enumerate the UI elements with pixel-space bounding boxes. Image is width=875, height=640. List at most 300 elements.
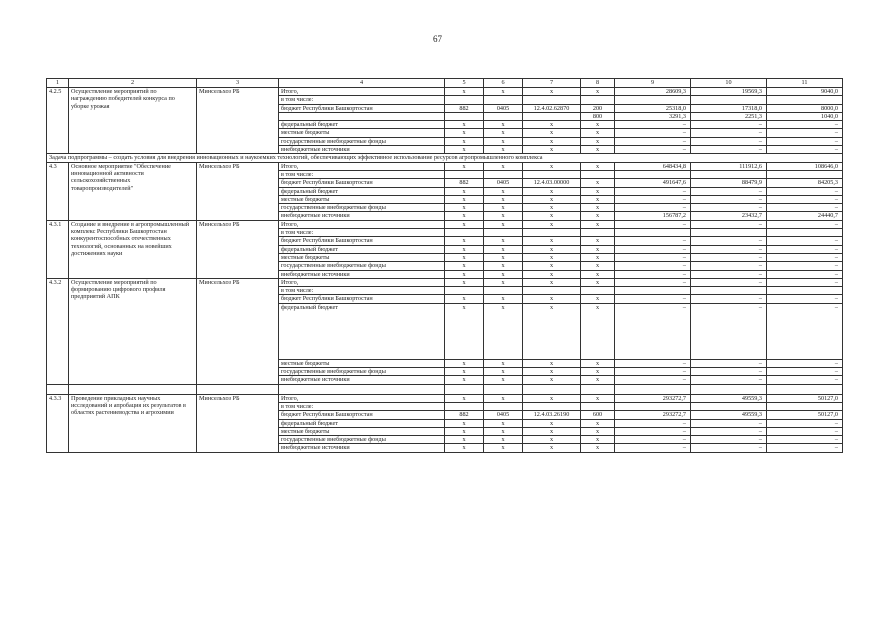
- value-cell: х: [523, 187, 581, 195]
- value-cell: –: [615, 129, 691, 137]
- header-cell: 7: [523, 79, 581, 88]
- value-cell: –: [767, 129, 843, 137]
- item-executor: Минсельхоз РБ: [197, 88, 279, 154]
- source-label: в том числе:: [279, 229, 445, 237]
- value-cell: [615, 170, 691, 178]
- value-cell: х: [523, 121, 581, 129]
- value-cell: [581, 402, 615, 410]
- value-cell: –: [767, 376, 843, 384]
- value-cell: х: [523, 376, 581, 384]
- value-cell: х: [581, 212, 615, 220]
- value-cell: х: [581, 121, 615, 129]
- header-cell: 2: [69, 79, 197, 88]
- value-cell: –: [767, 262, 843, 270]
- value-cell: 1040,0: [767, 112, 843, 120]
- value-cell: 49559,3: [691, 411, 767, 419]
- value-cell: х: [484, 237, 523, 245]
- value-cell: –: [615, 220, 691, 228]
- value-cell: [445, 402, 484, 410]
- value-cell: 25318,0: [615, 104, 691, 112]
- value-cell: –: [691, 204, 767, 212]
- value-cell: –: [691, 195, 767, 203]
- value-cell: [767, 287, 843, 295]
- empty-cell: [445, 384, 484, 394]
- source-label: в том числе:: [279, 96, 445, 104]
- source-label: в том числе:: [279, 287, 445, 295]
- value-cell: х: [581, 129, 615, 137]
- source-label: местные бюджеты: [279, 359, 445, 367]
- value-cell: х: [445, 129, 484, 137]
- value-cell: 293272,7: [615, 394, 691, 402]
- value-cell: х: [581, 245, 615, 253]
- value-cell: –: [691, 368, 767, 376]
- value-cell: х: [484, 212, 523, 220]
- value-cell: х: [523, 237, 581, 245]
- value-cell: –: [691, 376, 767, 384]
- value-cell: 882: [445, 104, 484, 112]
- value-cell: х: [523, 427, 581, 435]
- value-cell: х: [445, 212, 484, 220]
- item-name: Проведение прикладных научных исследований и апробация их результатов в областях растениеводства и агрохимии: [69, 394, 197, 452]
- value-cell: –: [615, 278, 691, 286]
- value-cell: –: [767, 368, 843, 376]
- value-cell: х: [445, 146, 484, 154]
- value-cell: 800: [581, 112, 615, 120]
- source-label: внебюджетные источники: [279, 270, 445, 278]
- value-cell: –: [767, 444, 843, 452]
- value-cell: х: [523, 253, 581, 261]
- value-cell: х: [581, 303, 615, 359]
- value-cell: х: [523, 212, 581, 220]
- value-cell: х: [445, 262, 484, 270]
- value-cell: –: [767, 270, 843, 278]
- value-cell: х: [523, 359, 581, 367]
- value-cell: х: [484, 162, 523, 170]
- value-cell: –: [767, 427, 843, 435]
- empty-cell: [69, 384, 197, 394]
- value-cell: х: [484, 368, 523, 376]
- source-label: внебюджетные источники: [279, 146, 445, 154]
- value-cell: –: [615, 237, 691, 245]
- value-cell: –: [691, 121, 767, 129]
- item-number: 4.3: [47, 162, 69, 220]
- value-cell: –: [615, 368, 691, 376]
- value-cell: х: [484, 376, 523, 384]
- value-cell: х: [523, 129, 581, 137]
- value-cell: –: [767, 204, 843, 212]
- value-cell: х: [445, 278, 484, 286]
- header-row: [47, 79, 843, 88]
- value-cell: [445, 112, 484, 120]
- table-row: [47, 394, 843, 402]
- value-cell: 28609,3: [615, 88, 691, 96]
- value-cell: [767, 96, 843, 104]
- value-cell: х: [484, 295, 523, 303]
- source-label: федеральный бюджет: [279, 419, 445, 427]
- value-cell: –: [691, 146, 767, 154]
- item-number: 4.3.1: [47, 220, 69, 278]
- source-label: местные бюджеты: [279, 129, 445, 137]
- value-cell: х: [445, 204, 484, 212]
- value-cell: х: [484, 137, 523, 145]
- item-number: 4.3.2: [47, 278, 69, 384]
- value-cell: 2251,3: [691, 112, 767, 120]
- value-cell: х: [581, 359, 615, 367]
- value-cell: х: [484, 195, 523, 203]
- value-cell: х: [484, 436, 523, 444]
- value-cell: х: [445, 359, 484, 367]
- item-executor: Минсельхоз РБ: [197, 278, 279, 384]
- value-cell: х: [581, 278, 615, 286]
- source-label: Итого,: [279, 162, 445, 170]
- value-cell: 50127,0: [767, 411, 843, 419]
- source-label: в том числе:: [279, 170, 445, 178]
- source-label: федеральный бюджет: [279, 245, 445, 253]
- header-cell: 8: [581, 79, 615, 88]
- value-cell: х: [523, 88, 581, 96]
- source-label: бюджет Республики Башкортостан: [279, 179, 445, 187]
- value-cell: [691, 402, 767, 410]
- value-cell: 293272,7: [615, 411, 691, 419]
- value-cell: х: [484, 121, 523, 129]
- value-cell: х: [484, 245, 523, 253]
- source-label: бюджет Республики Башкортостан: [279, 411, 445, 419]
- value-cell: 12.4.02.62870: [523, 104, 581, 112]
- value-cell: 882: [445, 411, 484, 419]
- table-row: [47, 220, 843, 228]
- empty-cell: [767, 384, 843, 394]
- value-cell: х: [484, 270, 523, 278]
- value-cell: –: [615, 359, 691, 367]
- value-cell: –: [615, 376, 691, 384]
- value-cell: 12.4.03.26190: [523, 411, 581, 419]
- source-label: федеральный бюджет: [279, 187, 445, 195]
- value-cell: х: [445, 444, 484, 452]
- value-cell: х: [445, 162, 484, 170]
- source-label: местные бюджеты: [279, 195, 445, 203]
- value-cell: 156787,2: [615, 212, 691, 220]
- value-cell: [484, 229, 523, 237]
- item-name: Основное мероприятие "Обеспечение инновационной активности сельскохозяйственных товаропроизводителей": [69, 162, 197, 220]
- value-cell: [691, 229, 767, 237]
- empty-cell: [47, 384, 69, 394]
- value-cell: х: [523, 295, 581, 303]
- value-cell: –: [691, 187, 767, 195]
- value-cell: 0405: [484, 104, 523, 112]
- value-cell: –: [691, 303, 767, 359]
- value-cell: –: [615, 262, 691, 270]
- value-cell: [767, 402, 843, 410]
- item-name: Создание и внедрение в агропромышленный комплекс Республики Башкортостан конкурентоспособных отечественных технологий, основанных на новейших достижениях науки: [69, 220, 197, 278]
- value-cell: х: [445, 187, 484, 195]
- value-cell: –: [767, 295, 843, 303]
- value-cell: 200: [581, 104, 615, 112]
- value-cell: х: [445, 121, 484, 129]
- value-cell: [523, 287, 581, 295]
- value-cell: х: [523, 270, 581, 278]
- source-label: федеральный бюджет: [279, 121, 445, 129]
- value-cell: [581, 170, 615, 178]
- value-cell: [523, 112, 581, 120]
- value-cell: –: [767, 436, 843, 444]
- value-cell: [445, 96, 484, 104]
- value-cell: х: [523, 444, 581, 452]
- empty-cell: [691, 384, 767, 394]
- value-cell: –: [767, 303, 843, 359]
- source-label: внебюджетные источники: [279, 376, 445, 384]
- value-cell: х: [523, 278, 581, 286]
- value-cell: [767, 170, 843, 178]
- value-cell: 49559,3: [691, 394, 767, 402]
- value-cell: [523, 402, 581, 410]
- value-cell: х: [523, 204, 581, 212]
- source-label: бюджет Республики Башкортостан: [279, 104, 445, 112]
- source-label: государственные внебюджетные фонды: [279, 436, 445, 444]
- value-cell: –: [767, 121, 843, 129]
- value-cell: –: [615, 303, 691, 359]
- value-cell: х: [581, 162, 615, 170]
- value-cell: х: [484, 427, 523, 435]
- value-cell: [581, 229, 615, 237]
- value-cell: х: [445, 368, 484, 376]
- page-number: 67: [433, 34, 442, 44]
- item-number: 4.3.3: [47, 394, 69, 452]
- value-cell: х: [484, 204, 523, 212]
- value-cell: х: [523, 303, 581, 359]
- value-cell: х: [581, 436, 615, 444]
- source-label: федеральный бюджет: [279, 303, 445, 359]
- value-cell: х: [581, 88, 615, 96]
- value-cell: х: [523, 394, 581, 402]
- value-cell: х: [445, 88, 484, 96]
- value-cell: х: [523, 137, 581, 145]
- source-label: местные бюджеты: [279, 427, 445, 435]
- value-cell: –: [615, 187, 691, 195]
- empty-cell: [279, 384, 445, 394]
- item-number: 4.2.5: [47, 88, 69, 154]
- value-cell: 108646,0: [767, 162, 843, 170]
- value-cell: –: [615, 419, 691, 427]
- value-cell: [445, 229, 484, 237]
- item-name: Осуществление мероприятий по награждению победителей конкурса по уборке урожая: [69, 88, 197, 154]
- table-row: [47, 162, 843, 170]
- value-cell: 84205,3: [767, 179, 843, 187]
- value-cell: х: [445, 436, 484, 444]
- value-cell: х: [445, 303, 484, 359]
- value-cell: х: [445, 427, 484, 435]
- value-cell: –: [691, 220, 767, 228]
- value-cell: 491647,6: [615, 179, 691, 187]
- value-cell: х: [581, 237, 615, 245]
- value-cell: [523, 229, 581, 237]
- value-cell: х: [581, 368, 615, 376]
- task-row: [47, 154, 843, 162]
- empty-cell: [523, 384, 581, 394]
- source-label: местные бюджеты: [279, 253, 445, 261]
- value-cell: –: [615, 137, 691, 145]
- value-cell: [691, 287, 767, 295]
- header-cell: 4: [279, 79, 445, 88]
- value-cell: –: [615, 253, 691, 261]
- value-cell: –: [767, 419, 843, 427]
- value-cell: 24440,7: [767, 212, 843, 220]
- value-cell: [615, 402, 691, 410]
- value-cell: х: [581, 444, 615, 452]
- source-label: государственные внебюджетные фонды: [279, 204, 445, 212]
- item-executor: Минсельхоз РБ: [197, 162, 279, 220]
- value-cell: х: [445, 220, 484, 228]
- value-cell: –: [691, 444, 767, 452]
- value-cell: х: [523, 419, 581, 427]
- value-cell: х: [445, 195, 484, 203]
- value-cell: 111912,6: [691, 162, 767, 170]
- value-cell: х: [581, 295, 615, 303]
- value-cell: [581, 96, 615, 104]
- value-cell: –: [691, 419, 767, 427]
- value-cell: х: [484, 262, 523, 270]
- item-executor: Минсельхоз РБ: [197, 220, 279, 278]
- value-cell: х: [581, 262, 615, 270]
- value-cell: –: [615, 444, 691, 452]
- value-cell: –: [767, 146, 843, 154]
- value-cell: –: [615, 427, 691, 435]
- source-label: государственные внебюджетные фонды: [279, 368, 445, 376]
- source-label: бюджет Республики Башкортостан: [279, 295, 445, 303]
- value-cell: х: [445, 253, 484, 261]
- value-cell: [615, 287, 691, 295]
- value-cell: –: [615, 146, 691, 154]
- value-cell: –: [767, 237, 843, 245]
- source-label: государственные внебюджетные фонды: [279, 262, 445, 270]
- value-cell: [484, 287, 523, 295]
- value-cell: х: [523, 162, 581, 170]
- value-cell: [523, 170, 581, 178]
- value-cell: х: [484, 88, 523, 96]
- source-label: Итого,: [279, 394, 445, 402]
- empty-cell: [197, 384, 279, 394]
- value-cell: 8000,0: [767, 104, 843, 112]
- value-cell: [691, 170, 767, 178]
- spacer-row: [47, 384, 843, 394]
- value-cell: 17318,0: [691, 104, 767, 112]
- value-cell: –: [691, 137, 767, 145]
- value-cell: х: [523, 436, 581, 444]
- task-description: Задача подпрограммы – создать условия для внедрения инновационных и наукоемких технологий, обеспечивающих эффективное использование ресурсов агропромышленного комплекса: [47, 154, 843, 162]
- value-cell: –: [691, 253, 767, 261]
- value-cell: 12.4.03.00000: [523, 179, 581, 187]
- value-cell: х: [523, 220, 581, 228]
- value-cell: –: [691, 436, 767, 444]
- value-cell: х: [484, 444, 523, 452]
- value-cell: –: [691, 129, 767, 137]
- value-cell: 50127,0: [767, 394, 843, 402]
- value-cell: х: [581, 394, 615, 402]
- value-cell: –: [767, 195, 843, 203]
- value-cell: х: [484, 146, 523, 154]
- source-label: государственные внебюджетные фонды: [279, 137, 445, 145]
- header-cell: 5: [445, 79, 484, 88]
- value-cell: х: [484, 129, 523, 137]
- table-row: [47, 88, 843, 96]
- header-cell: 1: [47, 79, 69, 88]
- value-cell: х: [484, 278, 523, 286]
- budget-table: [46, 78, 843, 453]
- value-cell: [484, 402, 523, 410]
- value-cell: –: [767, 278, 843, 286]
- source-label: внебюджетные источники: [279, 212, 445, 220]
- value-cell: –: [615, 245, 691, 253]
- value-cell: –: [691, 359, 767, 367]
- value-cell: –: [615, 436, 691, 444]
- header-cell: 11: [767, 79, 843, 88]
- value-cell: –: [691, 245, 767, 253]
- value-cell: х: [484, 394, 523, 402]
- value-cell: х: [581, 253, 615, 261]
- header-cell: 9: [615, 79, 691, 88]
- value-cell: х: [581, 220, 615, 228]
- value-cell: –: [615, 204, 691, 212]
- value-cell: [615, 96, 691, 104]
- value-cell: х: [581, 187, 615, 195]
- value-cell: х: [581, 179, 615, 187]
- empty-cell: [484, 384, 523, 394]
- value-cell: 0405: [484, 411, 523, 419]
- value-cell: х: [581, 376, 615, 384]
- value-cell: [445, 170, 484, 178]
- header-cell: 10: [691, 79, 767, 88]
- value-cell: –: [767, 187, 843, 195]
- value-cell: 3291,3: [615, 112, 691, 120]
- value-cell: х: [523, 245, 581, 253]
- value-cell: –: [615, 195, 691, 203]
- value-cell: –: [767, 220, 843, 228]
- value-cell: 9040,0: [767, 88, 843, 96]
- value-cell: х: [484, 419, 523, 427]
- value-cell: 600: [581, 411, 615, 419]
- value-cell: –: [691, 295, 767, 303]
- header-cell: 6: [484, 79, 523, 88]
- value-cell: 23432,7: [691, 212, 767, 220]
- value-cell: х: [445, 245, 484, 253]
- empty-cell: [615, 384, 691, 394]
- source-label: внебюджетные источники: [279, 444, 445, 452]
- value-cell: х: [581, 419, 615, 427]
- value-cell: х: [484, 359, 523, 367]
- source-label: Итого,: [279, 278, 445, 286]
- value-cell: –: [767, 359, 843, 367]
- value-cell: [691, 96, 767, 104]
- value-cell: х: [445, 237, 484, 245]
- value-cell: [484, 112, 523, 120]
- value-cell: –: [615, 295, 691, 303]
- value-cell: 648434,8: [615, 162, 691, 170]
- value-cell: –: [767, 253, 843, 261]
- value-cell: х: [445, 137, 484, 145]
- value-cell: –: [691, 427, 767, 435]
- empty-cell: [581, 384, 615, 394]
- value-cell: х: [581, 137, 615, 145]
- value-cell: –: [767, 137, 843, 145]
- value-cell: 0405: [484, 179, 523, 187]
- value-cell: х: [445, 394, 484, 402]
- value-cell: [615, 229, 691, 237]
- value-cell: х: [445, 270, 484, 278]
- source-label: Итого,: [279, 220, 445, 228]
- value-cell: х: [523, 368, 581, 376]
- value-cell: –: [615, 270, 691, 278]
- value-cell: [484, 96, 523, 104]
- item-name: Осуществление мероприятий по формированию цифрового профиля предприятий АПК: [69, 278, 197, 384]
